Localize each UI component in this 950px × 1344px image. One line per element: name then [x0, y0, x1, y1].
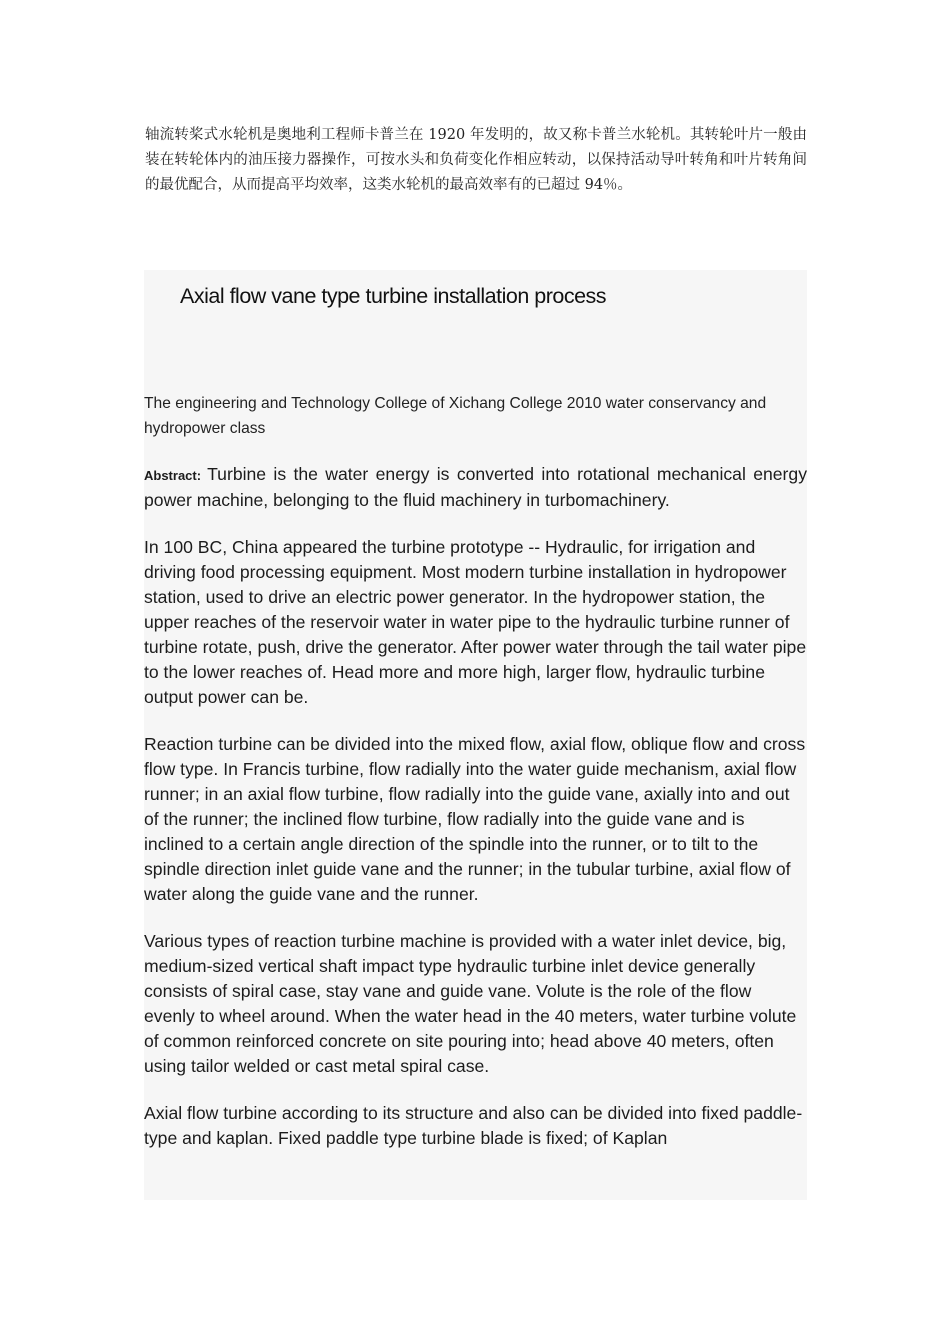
abstract-text: Turbine is the water energy is converted into rotational mechanical energy power machine, belonging to the fluid machinery in turbomachinery. — [144, 464, 807, 510]
abstract-paragraph — [144, 462, 807, 513]
article-block — [144, 270, 807, 1200]
body-paragraph: Reaction turbine can be divided into the mixed flow, axial flow, oblique flow and cross flow type. In Francis turbine, flow radially into the water guide mechanism, axial flow runner; in an axial flow turbine, flow radially into the guide vane, axially into and out of the runner; the inclined flow turbine, flow radially into the guide vane and is inclined to a certain angle direction of the spindle into the runner, or to tilt to the spindle direction inlet guide vane and the runner; in the tubular turbine, axial flow of water along the guide vane and the runner. — [144, 734, 806, 904]
body-paragraph: Various types of reaction turbine machine is provided with a water inlet device, big, medium-sized vertical shaft impact type hydraulic turbine inlet device generally consists of spiral case, stay vane and guide vane. Volute is the role of the flow evenly to wheel around. When the water head in the 40 meters, water turbine volute of common reinforced concrete on site pouring into; head above 40 meters, often using tailor welded or cast metal spiral case. — [144, 931, 797, 1076]
article-body — [144, 462, 807, 1173]
chinese-intro-paragraph: 轴流转桨式水轮机是奥地利工程师卡普兰在 1920 年发明的，故又称卡普兰水轮机。其转轮叶片一般由装在转轮体内的油压接力器操作，可按水头和负荷变化作相应转动，以保持活动导叶转角和叶片转角间的最优配合，从而提高平均效率，这类水轮机的最高效率有的已超过 94％。 — [145, 127, 807, 194]
abstract-label: Abstract: — [144, 468, 202, 483]
author-affiliation: The engineering and Technology College of Xichang College 2010 water conservancy and hydropower class — [144, 395, 767, 437]
body-paragraph: Axial flow turbine according to its structure and also can be divided into fixed paddle-type and kaplan. Fixed paddle type turbine blade is fixed; of Kaplan — [144, 1103, 803, 1148]
body-paragraph: In 100 BC, China appeared the turbine prototype -- Hydraulic, for irrigation and driving food processing equipment. Most modern turbine installation in hydropower station, used to drive an electric power generator. In the hydropower station, the upper reaches of the reservoir water in water pipe to the hydraulic turbine runner of turbine rotate, push, drive the generator. After power water through the tail water pipe to the lower reaches of. Head more and more high, larger flow, hydraulic turbine output power can be. — [144, 537, 807, 707]
article-title: Axial flow vane type turbine installation process — [180, 284, 607, 308]
